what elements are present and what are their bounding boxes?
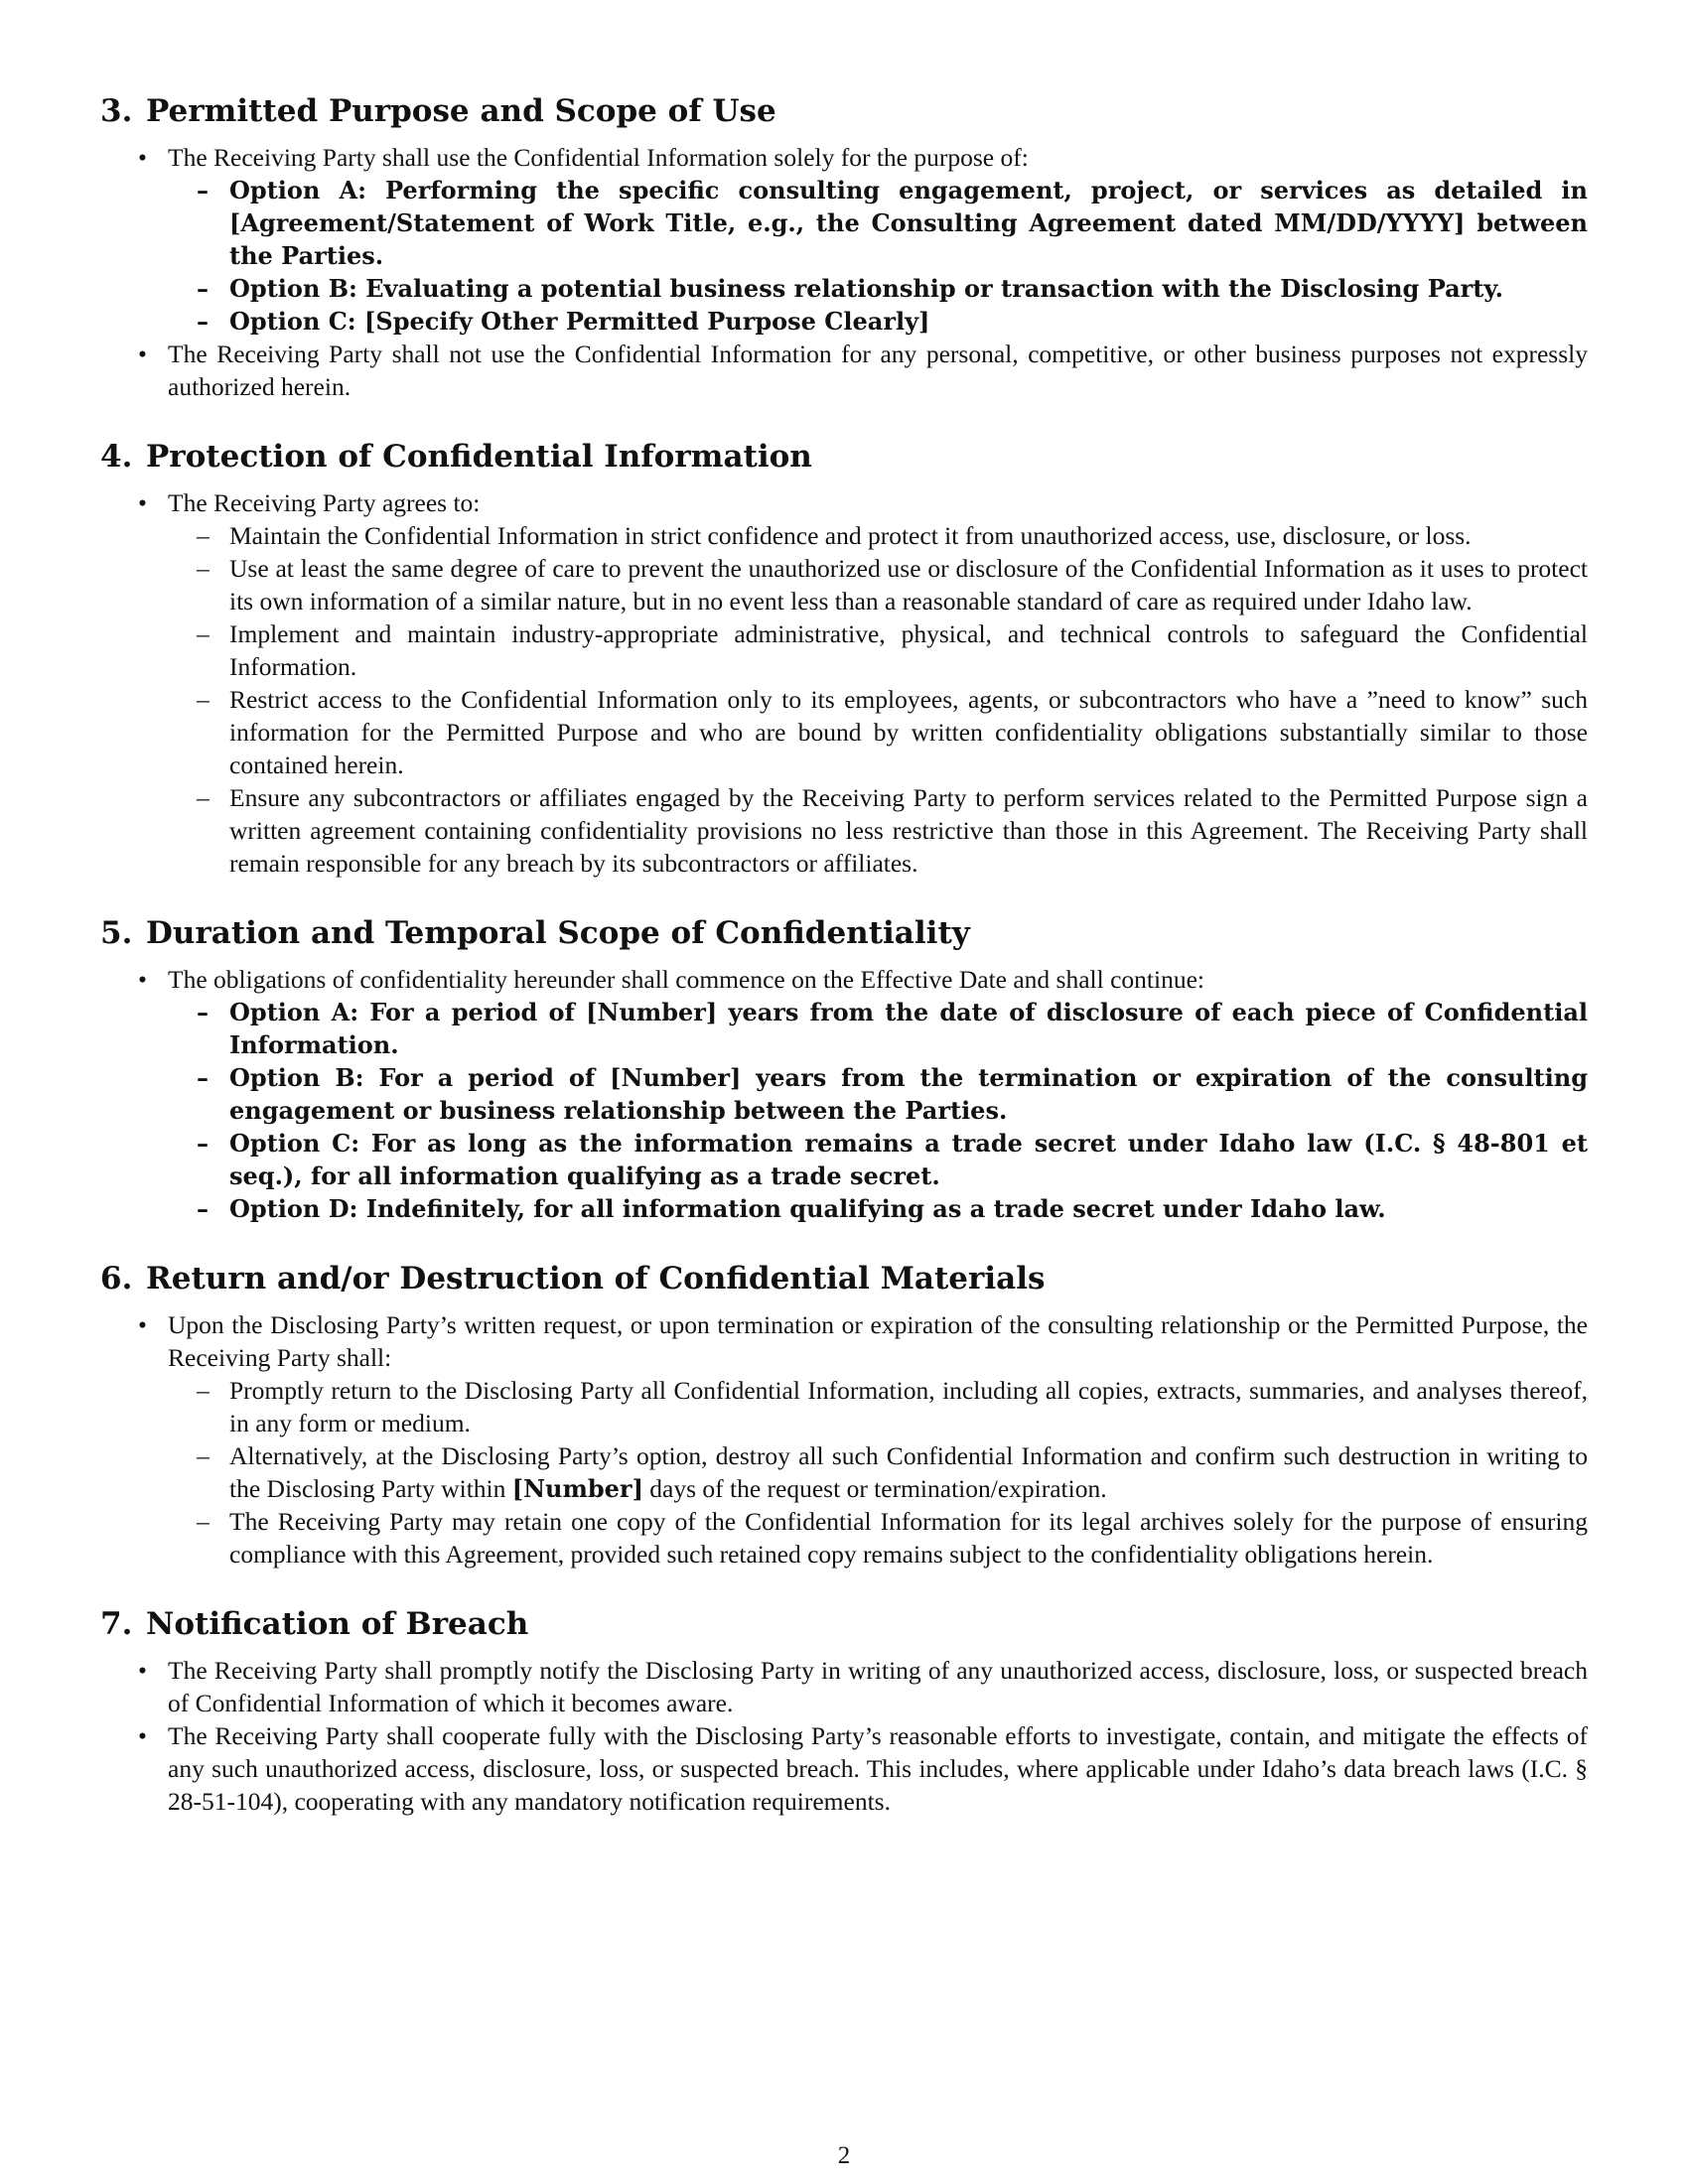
sub-item-text: days of the request or termination/expiration. bbox=[649, 1474, 1107, 1503]
sub-list bbox=[168, 996, 1588, 1225]
sub-item bbox=[168, 174, 1588, 272]
section-number: 7. bbox=[100, 1606, 133, 1642]
dash-icon: – bbox=[197, 1507, 210, 1536]
dash-icon: – bbox=[197, 1063, 209, 1092]
list-item bbox=[100, 1308, 1588, 1570]
list-item bbox=[100, 141, 1588, 338]
dash-icon: – bbox=[197, 1194, 209, 1223]
sub-item bbox=[168, 1374, 1588, 1439]
sub-item bbox=[168, 1439, 1588, 1505]
sub-item-text: Option A: Performing the specific consulting engagement, project, or services as detailed in [Agreement/Statement of Work Title, e.g., the Consulting Agreement dated MM/DD/YYYY] between the Parties. bbox=[229, 176, 1588, 270]
sub-item-text: Promptly return to the Disclosing Party all Confidential Information, including all copies, extracts, summaries, and analyses thereof, in any form or medium. bbox=[229, 1376, 1588, 1437]
bullet-icon: • bbox=[138, 1721, 147, 1750]
bullet-icon: • bbox=[138, 965, 147, 994]
section-number: 3. bbox=[100, 93, 133, 129]
sub-item bbox=[168, 272, 1588, 305]
sub-item bbox=[168, 781, 1588, 880]
section-title: Notification of Breach bbox=[146, 1606, 529, 1642]
dash-icon: – bbox=[197, 619, 210, 648]
section-6 bbox=[100, 1259, 1588, 1570]
dash-icon: – bbox=[197, 307, 209, 336]
dash-icon: – bbox=[197, 1376, 210, 1405]
sub-item bbox=[168, 683, 1588, 781]
section-heading bbox=[100, 437, 1588, 477]
item-text: Upon the Disclosing Party’s written request, or upon termination or expiration of the consulting relationship or the Permitted Purpose, the Receiving Party shall: bbox=[168, 1310, 1588, 1372]
bullet-list bbox=[100, 963, 1588, 1225]
section-title: Return and/or Destruction of Confidential Materials bbox=[146, 1261, 1046, 1297]
sub-item bbox=[168, 552, 1588, 617]
sub-item-text: Option B: For a period of [Number] years from the termination or expiration of the consulting engagement or business relationship between the Parties. bbox=[229, 1063, 1588, 1125]
item-text: The Receiving Party shall cooperate fully with the Disclosing Party’s reasonable efforts to investigate, contain, and mitigate the effects of any such unauthorized access, disclosure, loss, or suspected breach. This includes, where applicable under Idaho’s data breach laws (I.C. § 28-51-104), cooperating with any mandatory notification requirements. bbox=[168, 1721, 1588, 1816]
sub-item-text: Option C: For as long as the information remains a trade secret under Idaho law (I.C. § 48-801 et seq.), for all information qualifying as a trade secret. bbox=[229, 1129, 1588, 1190]
bullet-icon: • bbox=[138, 340, 147, 368]
section-number: 4. bbox=[100, 439, 133, 475]
sub-item bbox=[168, 617, 1588, 683]
sub-item bbox=[168, 305, 1588, 338]
sub-item-text: Option A: For a period of [Number] years from the date of disclosure of each piece of Confidential Information. bbox=[229, 998, 1588, 1059]
section-heading bbox=[100, 1604, 1588, 1644]
sub-item-text: Option B: Evaluating a potential business relationship or transaction with the Disclosing Party. bbox=[229, 274, 1503, 303]
item-text: The Receiving Party shall use the Confidential Information solely for the purpose of: bbox=[168, 143, 1029, 172]
number-placeholder: [Number] bbox=[511, 1474, 643, 1503]
dash-icon: – bbox=[197, 783, 210, 812]
section-number: 6. bbox=[100, 1261, 133, 1297]
dash-icon: – bbox=[197, 685, 210, 714]
bullet-list bbox=[100, 1654, 1588, 1818]
sub-item-text: Option C: [Specify Other Permitted Purpose Clearly] bbox=[229, 307, 930, 336]
sub-item bbox=[168, 1192, 1588, 1225]
list-item bbox=[100, 1719, 1588, 1818]
section-title: Duration and Temporal Scope of Confidentiality bbox=[146, 915, 970, 951]
section-title: Protection of Confidential Information bbox=[146, 439, 812, 475]
list-item bbox=[100, 338, 1588, 403]
sub-item bbox=[168, 519, 1588, 552]
list-item bbox=[100, 963, 1588, 1225]
dash-icon: – bbox=[197, 1441, 210, 1470]
section-4 bbox=[100, 437, 1588, 880]
section-5 bbox=[100, 913, 1588, 1225]
sub-item bbox=[168, 1505, 1588, 1570]
sub-item-text: The Receiving Party may retain one copy of the Confidential Information for its legal archives solely for the purpose of ensuring compliance with this Agreement, provided such retained copy remains subject to the confidentiality obligations herein. bbox=[229, 1507, 1588, 1569]
list-item bbox=[100, 1654, 1588, 1719]
sub-item-text: Alternatively, at the Disclosing Party’s option, destroy all such Confidential Information and confirm such destruction in writing to the Disclosing Party within bbox=[229, 1441, 1588, 1503]
bullet-icon: • bbox=[138, 1656, 147, 1685]
section-7 bbox=[100, 1604, 1588, 1818]
section-heading bbox=[100, 913, 1588, 953]
dash-icon: – bbox=[197, 554, 210, 583]
dash-icon: – bbox=[197, 274, 209, 303]
dash-icon: – bbox=[197, 1129, 209, 1158]
sub-item-text: Ensure any subcontractors or affiliates engaged by the Receiving Party to perform services related to the Permitted Purpose sign a written agreement containing confidentiality provisions no less restrictive than those in this Agreement. The Receiving Party shall remain responsible for any breach by its subcontractors or affiliates. bbox=[229, 783, 1588, 878]
sub-item bbox=[168, 996, 1588, 1061]
section-number: 5. bbox=[100, 915, 133, 951]
sub-item-text: Use at least the same degree of care to prevent the unauthorized use or disclosure of the Confidential Information as it uses to protect its own information of a similar nature, but in no event less than a reasonable standard of care as required under Idaho law. bbox=[229, 554, 1588, 615]
sub-item-text: Maintain the Confidential Information in strict confidence and protect it from unauthorized access, use, disclosure, or loss. bbox=[229, 521, 1472, 550]
item-text: The Receiving Party agrees to: bbox=[168, 488, 481, 517]
sub-list bbox=[168, 1374, 1588, 1570]
bullet-icon: • bbox=[138, 143, 147, 172]
bullet-icon: • bbox=[138, 1310, 147, 1339]
item-text: The Receiving Party shall not use the Confidential Information for any personal, competitive, or other business purposes not expressly authorized herein. bbox=[168, 340, 1588, 401]
item-text: The Receiving Party shall promptly notify the Disclosing Party in writing of any unauthorized access, disclosure, loss, or suspected breach of Confidential Information of which it becomes aware. bbox=[168, 1656, 1588, 1717]
section-heading bbox=[100, 1259, 1588, 1298]
sub-item bbox=[168, 1061, 1588, 1127]
document-page bbox=[100, 91, 1588, 1851]
sub-list bbox=[168, 174, 1588, 338]
list-item bbox=[100, 486, 1588, 880]
bullet-list bbox=[100, 141, 1588, 403]
section-3 bbox=[100, 91, 1588, 403]
bullet-icon: • bbox=[138, 488, 147, 517]
section-heading bbox=[100, 91, 1588, 131]
sub-item-text: Restrict access to the Confidential Information only to its employees, agents, or subcontractors who have a ”need to know” such information for the Permitted Purpose and who are bound by written confidentiality obligations substantially similar to those contained herein. bbox=[229, 685, 1588, 779]
sub-item-text: Option D: Indefinitely, for all information qualifying as a trade secret under Idaho law. bbox=[229, 1194, 1386, 1223]
section-title: Permitted Purpose and Scope of Use bbox=[146, 93, 776, 129]
page-number: 2 bbox=[837, 2142, 851, 2169]
sub-item bbox=[168, 1127, 1588, 1192]
bullet-list bbox=[100, 1308, 1588, 1570]
sub-list bbox=[168, 519, 1588, 880]
dash-icon: – bbox=[197, 521, 210, 550]
sub-item-text: Implement and maintain industry-appropriate administrative, physical, and technical controls to safeguard the Confidential Information. bbox=[229, 619, 1588, 681]
dash-icon: – bbox=[197, 176, 209, 205]
dash-icon: – bbox=[197, 998, 209, 1026]
bullet-list bbox=[100, 486, 1588, 880]
item-text: The obligations of confidentiality hereunder shall commence on the Effective Date and shall continue: bbox=[168, 965, 1204, 994]
